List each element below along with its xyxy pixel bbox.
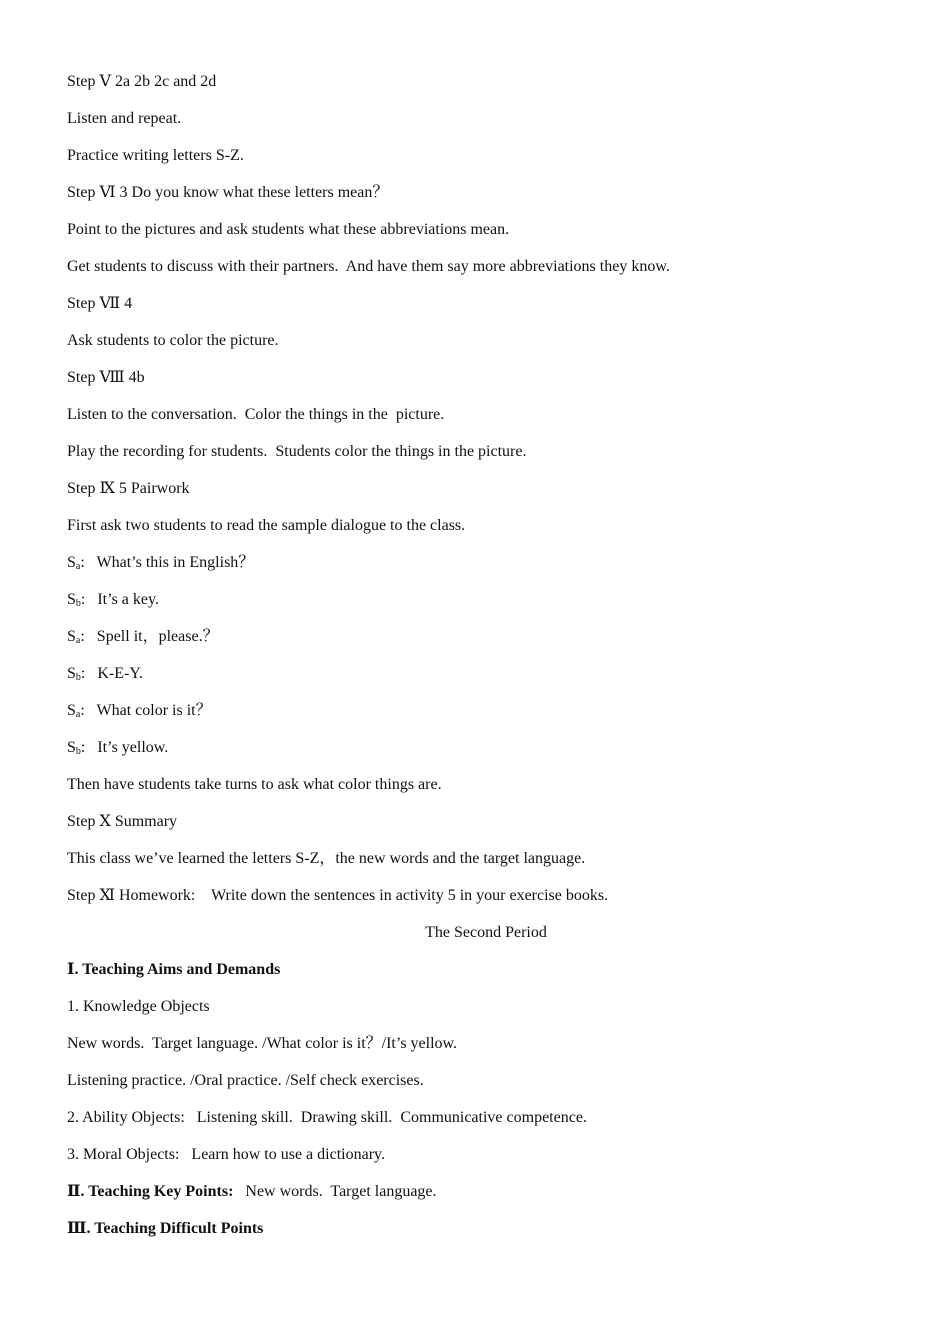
new-words-target-text: New words. Target language. /What color is it？/It’s yellow. — [67, 1035, 458, 1052]
step-8-heading: Step Ⅷ 4b — [67, 369, 145, 386]
dialogue-line — [67, 627, 907, 647]
dialogue-text: : It’s yellow. — [80, 739, 169, 756]
dialogue-line — [67, 553, 907, 573]
dialogue-text: : K-E-Y. — [80, 665, 143, 682]
section-1-heading: Ⅰ. Teaching Aims and Demands — [67, 961, 281, 978]
step-9-heading: Step Ⅸ 5 Pairwork — [67, 480, 190, 497]
speaker: S — [67, 628, 76, 645]
speaker: S — [67, 702, 76, 719]
dialogue-text: : Spell it，please.？ — [80, 628, 219, 645]
step-6-heading: Step Ⅵ 3 Do you know what these letters mean？ — [67, 184, 389, 201]
difficult-points-heading: Ⅲ. Teaching Difficult Points — [67, 1220, 264, 1237]
speaker: S — [67, 739, 76, 756]
second-period-title: The Second Period — [425, 924, 547, 941]
dialogue-text: : It’s a key. — [80, 591, 159, 608]
dialogue-line — [67, 590, 907, 610]
step-5-heading: Step Ⅴ 2a 2b 2c and 2d — [67, 73, 217, 90]
discuss-partners-text: Get students to discuss with their partners. And have them say more abbreviations they know. — [67, 258, 670, 275]
speaker-subscript: b — [75, 746, 81, 757]
step-10-heading: Step Ⅹ Summary — [67, 813, 178, 830]
moral-objects-text: 3. Moral Objects: Learn how to use a dictionary. — [67, 1146, 385, 1163]
speaker: S — [67, 554, 76, 571]
key-points-label: Ⅱ. Teaching Key Points: — [67, 1183, 234, 1200]
listen-repeat-text: Listen and repeat. — [67, 110, 182, 127]
take-turns-text: Then have students take turns to ask what color things are. — [67, 776, 442, 793]
listening-practice-text: Listening practice. /Oral practice. /Self check exercises. — [67, 1072, 424, 1089]
color-picture-text: Ask students to color the picture. — [67, 332, 279, 349]
dialogue-line — [67, 738, 907, 758]
speaker: S — [67, 665, 76, 682]
key-points-line — [67, 1182, 907, 1202]
ability-objects-text: 2. Ability Objects: Listening skill. Drawing skill. Communicative competence. — [67, 1109, 587, 1126]
step-11-homework: Step Ⅺ Homework: Write down the sentences in activity 5 in your exercise books. — [67, 887, 609, 904]
key-points-text: New words. Target language. — [233, 1183, 437, 1200]
summary-text: This class we’ve learned the letters S-Z，the new words and the target language. — [67, 850, 586, 867]
speaker-subscript: a — [75, 635, 81, 646]
dialogue-text: : What’s this in English？ — [80, 554, 255, 571]
step-7-heading: Step Ⅶ 4 — [67, 295, 133, 312]
play-recording-text: Play the recording for students. Students color the things in the picture. — [67, 443, 527, 460]
speaker-subscript: b — [75, 672, 81, 683]
speaker: S — [67, 591, 76, 608]
knowledge-objects-text: 1. Knowledge Objects — [67, 998, 210, 1015]
speaker-subscript: b — [75, 598, 81, 609]
dialogue-line — [67, 701, 907, 721]
speaker-subscript: a — [75, 561, 81, 572]
first-ask-text: First ask two students to read the sample dialogue to the class. — [67, 517, 466, 534]
point-pictures-text: Point to the pictures and ask students what these abbreviations mean. — [67, 221, 510, 238]
speaker-subscript: a — [75, 709, 81, 720]
dialogue-text: : What color is it？ — [80, 702, 212, 719]
practice-writing-text: Practice writing letters S-Z. — [67, 147, 244, 164]
dialogue-line — [67, 664, 907, 684]
listen-conversation-text: Listen to the conversation. Color the things in the picture. — [67, 406, 445, 423]
